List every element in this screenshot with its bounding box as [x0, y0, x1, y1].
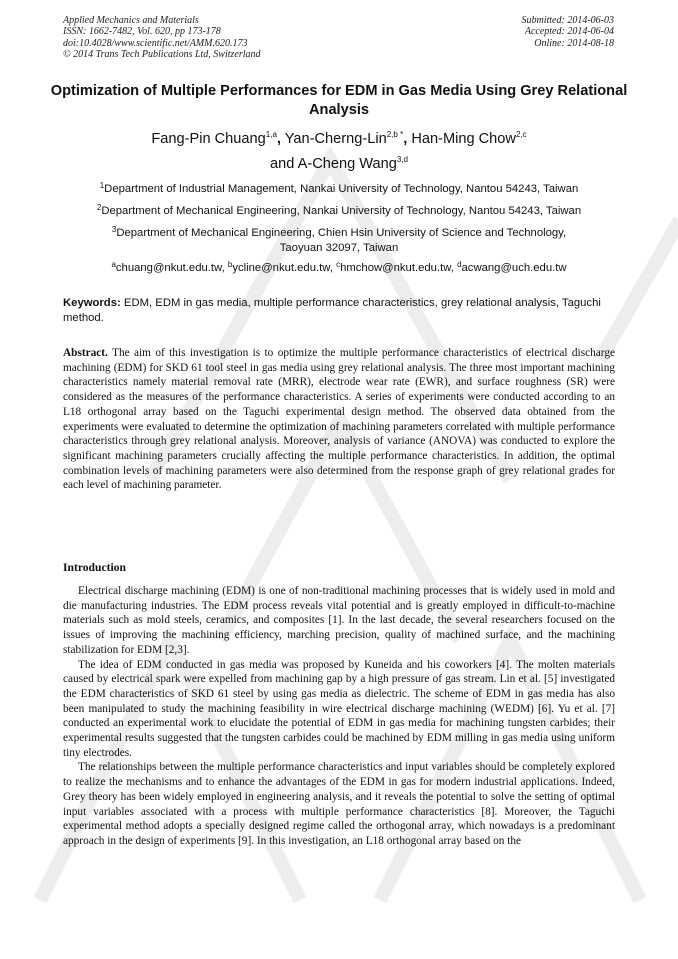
affiliation-text: Department of Mechanical Engineering, Chien Hsin University of Science and Technology, [116, 227, 567, 239]
journal-copyright: © 2014 Trans Tech Publications Ltd, Switzerland [63, 48, 261, 60]
author-affiliation-mark: 2,b * [386, 130, 404, 139]
author-name: Yan-Cherng-Lin [284, 130, 387, 147]
author-line-1 [40, 130, 638, 147]
online-date: Online: 2014-08-18 [534, 37, 614, 49]
email-address: acwang@uch.edu.tw [461, 262, 567, 274]
affiliation-mark: 3 [111, 225, 117, 234]
abstract [63, 346, 615, 493]
introduction-body [63, 584, 615, 849]
affiliation-1 [40, 182, 638, 197]
keywords-text: EDM, EDM in gas media, multiple performance characteristics, grey relational analysis, Taguchi method. [63, 297, 601, 324]
email-mark: d [457, 260, 462, 269]
section-heading: Introduction [63, 561, 126, 574]
journal-issn: ISSN: 1662-7482, Vol. 620, pp 173-178 [63, 26, 221, 38]
paragraph: The relationships between the multiple performance characteristics and input variables should be completely explored to realize the mechanisms and to enhance the advantages of the EDM in gas for modern industrial applications. Indeed, Grey theory has been widely employed in engineering analysis, and it reveals the potential to solve the setting of optimal input variables associated with a process with multiple performance characteristics [8]. Moreover, the Taguchi experimental method adopts a specially designed regime called the orthogonal array, which nowadays is a predominant approach in the design of experiments [9]. In this investigation, an L18 orthogonal array based on the [63, 761, 615, 847]
submission-dates [522, 15, 615, 49]
affiliation-3 [40, 226, 638, 256]
paper-title: Optimization of Multiple Performances for EDM in Gas Media Using Grey Relational Analysis [50, 83, 628, 118]
email-address: chuang@nkut.edu.tw, [115, 262, 225, 274]
author-name: Han-Ming Chow [411, 130, 516, 147]
affiliation-mark: 1 [99, 181, 105, 190]
keywords-label: Keywords: [63, 297, 121, 309]
author-emails [40, 261, 638, 276]
abstract-label: Abstract. [63, 347, 108, 359]
author-affiliation-mark: 2,c [515, 130, 527, 139]
paragraph: Electrical discharge machining (EDM) is one of non-traditional machining processes that is widely used in mold and die manufacturing industries. The EDM process reveals vital potential and is greatly employed in difficult-to-machine materials such as mold steels, ceramics, and composites [1]. In the last decade, the several researchers focused on the issues of improving the machining efficiency, marching precision, quality of machined surface, and the machining stabilization for EDM [2,3]. [63, 585, 615, 656]
email-mark: b [227, 260, 233, 269]
author-conjunction: and [270, 155, 295, 172]
email-address: ycline@nkut.edu.tw, [232, 262, 333, 274]
paragraph: The idea of EDM conducted in gas media was proposed by Kuneida and his coworkers [4]. The molten materials caused by electrical spark were expelled from machining gap by a high pressure of gas stream. Lin et al. [5] investigated the EDM characteristics of SKD 61 steel by using gas media as dielectric. The scheme of EDM in gas media has also been manipulated to study the machining feasibility in wire electrical discharge machining (WEDM) [6]. Yu et al. [7] conducted an experimental work to elucidate the potential of EDM in gas media for machining tungsten carbides; their experimental results suggested that the tungsten carbides could be machined by EDM milling in gas media using uniform tiny electrodes. [63, 658, 615, 759]
author-separator: , [403, 130, 408, 147]
journal-info [63, 15, 261, 60]
author-name: A-Cheng Wang [297, 155, 397, 172]
email-address: hmchow@nkut.edu.tw, [340, 262, 454, 274]
affiliation-mark: 2 [96, 203, 102, 212]
affiliation-text: Department of Industrial Management, Nankai University of Technology, Nantou 54243, Taiwan [104, 183, 579, 195]
author-affiliation-mark: 3,d [396, 155, 408, 164]
journal-name: Applied Mechanics and Materials [63, 15, 199, 26]
affiliation-text: Department of Mechanical Engineering, Nankai University of Technology, Nantou 54243, Taiwan [101, 205, 582, 217]
author-affiliation-mark: 1,a [265, 130, 277, 139]
submitted-date: Submitted: 2014-06-03 [521, 15, 614, 26]
abstract-text: The aim of this investigation is to optimize the multiple performance characteristics of electrical discharge machining (EDM) for SKD 61 tool steel in gas media using grey relational analysis. The three most important machining characteristics namely material removal rate (MRR), electrode wear rate (EWR), and surface roughness (SR) were considered as the measures of the performance characteristics. A series of experiments were conducted according to an L18 orthogonal array based on the Taguchi experimental design method. The observed data obtained from the experiments were evaluated to determine the optimization of machining parameters correlated with multiple performance characteristics through grey relational analysis. Moreover, analysis of variance (ANOVA) was conducted to explore the significant machining parameters crucially affecting the multiple performance characteristics. In addition, the optimal combination levels of machining parameters were also determined from the response graph of grey relational grades for each level of machining parameter. [63, 347, 615, 492]
affiliation-2 [40, 204, 638, 219]
accepted-date: Accepted: 2014-06-04 [524, 26, 614, 38]
keywords [63, 296, 616, 326]
affiliation-text-continued: Taoyuan 32097, Taiwan [279, 242, 399, 254]
email-mark: c [336, 260, 341, 269]
author-line-2 [40, 155, 638, 172]
journal-doi: doi:10.4028/www.scientific.net/AMM.620.173 [63, 37, 248, 49]
author-separator: , [276, 130, 281, 147]
author-name: Fang-Pin Chuang [151, 130, 266, 147]
email-mark: a [111, 260, 116, 269]
